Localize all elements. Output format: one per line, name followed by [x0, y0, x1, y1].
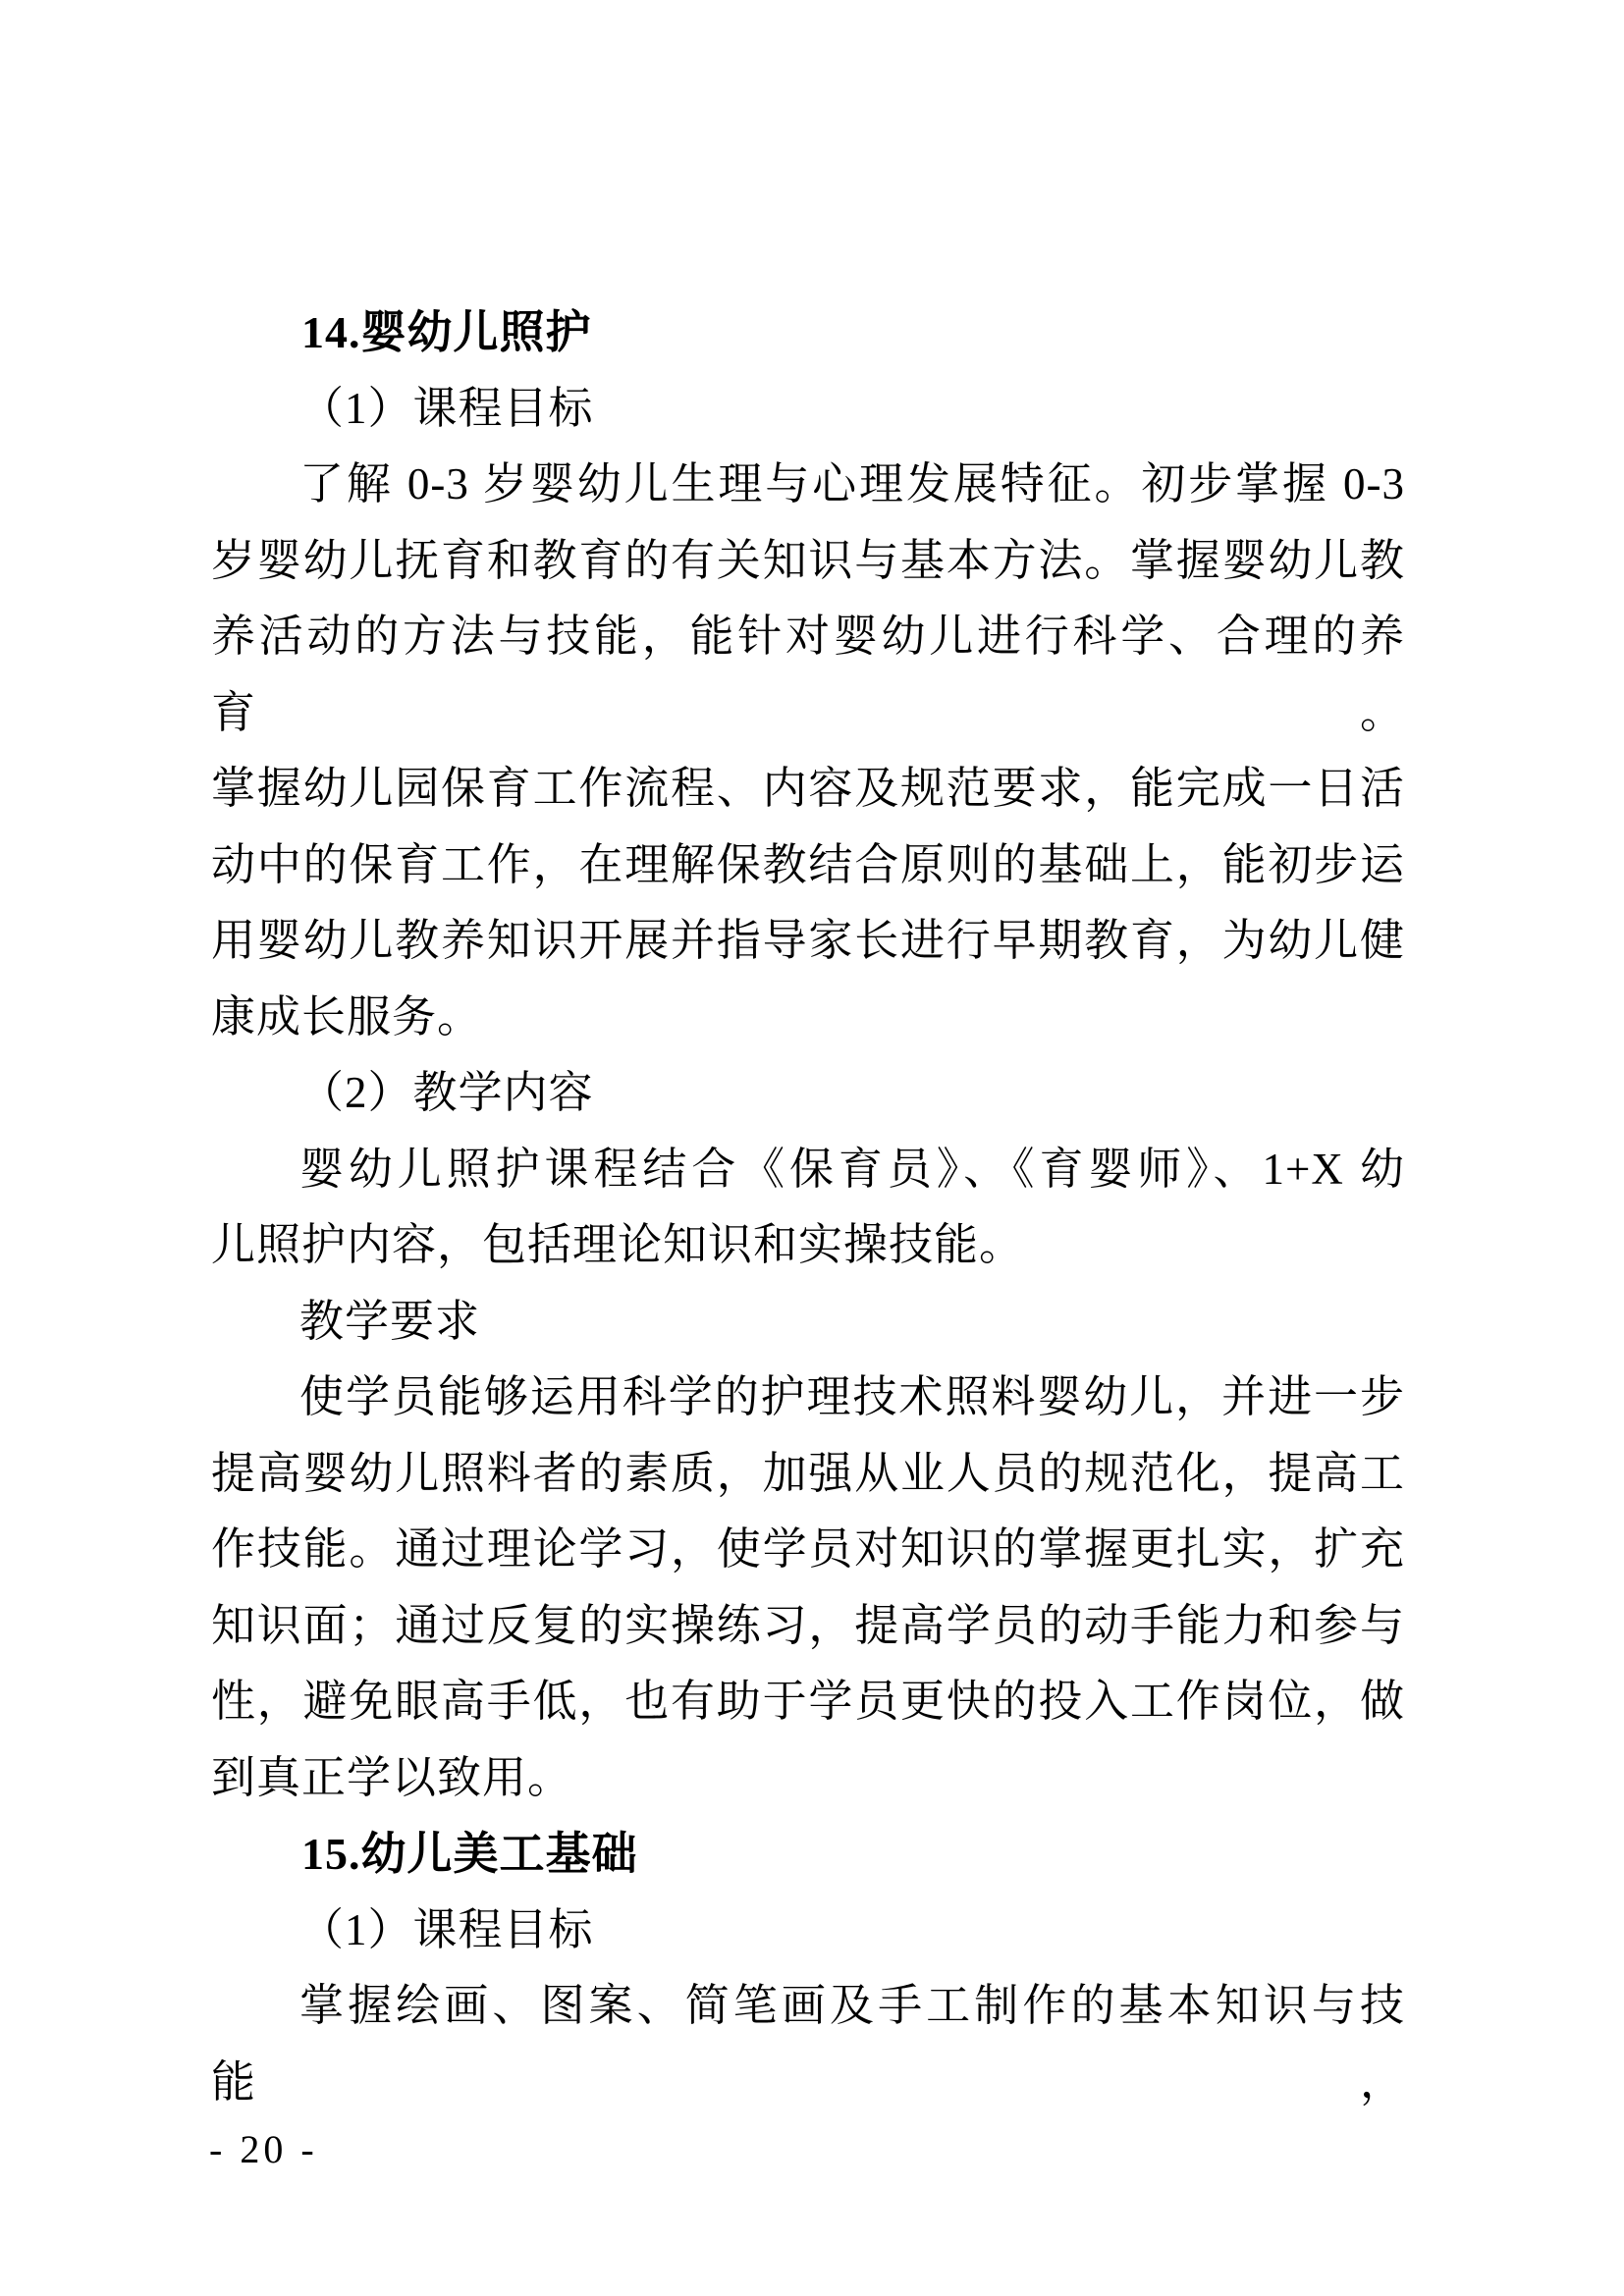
text-line: 作技能。通过理论学习，使学员对知识的掌握更扎实，扩充	[211, 1524, 1405, 1574]
subheading-block	[211, 1055, 1405, 1132]
text-line: 到真正学以致用。	[211, 1752, 573, 1802]
text-line: 了解 0-3 岁婴幼儿生理与心理发展特征。初步掌握 0-3	[299, 459, 1405, 508]
text-line: （2）教学内容	[299, 1068, 594, 1117]
text-line: 掌握幼儿园保育工作流程、内容及规范要求，能完成一日活	[211, 764, 1405, 813]
heading-block	[211, 1816, 1405, 1893]
page-number: - 20 -	[209, 2127, 318, 2171]
text-line: 掌握绘画、图案、简笔画及手工制作的基本知识与技能，	[211, 1981, 1405, 2107]
paragraph-block	[211, 1132, 1405, 1284]
text-line: 14.婴幼儿照护	[301, 307, 592, 357]
page-footer	[209, 2120, 318, 2179]
subheading-block	[211, 1893, 1405, 1969]
subheading-block	[211, 1284, 1405, 1361]
subheading-block	[211, 371, 1405, 448]
paragraph-block	[211, 447, 1405, 1055]
text-line: 教学要求	[299, 1296, 481, 1346]
paragraph-block	[211, 1968, 1405, 2120]
heading-block	[211, 294, 1405, 371]
text-line: 康成长服务。	[211, 991, 483, 1041]
text-line: 用婴幼儿教养知识开展并指导家长进行早期教育，为幼儿健	[211, 916, 1405, 965]
text-line: 使学员能够运用科学的护理技术照料婴幼儿，并进一步	[299, 1372, 1405, 1421]
paragraph-block	[211, 1360, 1405, 1816]
text-line: （1）课程目标	[299, 383, 594, 433]
text-line: （1）课程目标	[299, 1904, 594, 1954]
document-body	[211, 294, 1405, 2120]
text-line: 岁婴幼儿抚育和教育的有关知识与基本方法。掌握婴幼儿教	[211, 535, 1405, 585]
text-line: 性，避免眼高手低，也有助于学员更快的投入工作岗位，做	[211, 1677, 1405, 1726]
text-line: 儿照护内容，包括理论知识和实操技能。	[211, 1220, 1025, 1269]
text-line: 知识面；通过反复的实操练习，提高学员的动手能力和参与	[211, 1600, 1405, 1650]
text-line: 提高婴幼儿照料者的素质，加强从业人员的规范化，提高工	[211, 1448, 1405, 1498]
text-line: 15.幼儿美工基础	[301, 1829, 638, 1879]
text-line: 动中的保育工作，在理解保教结合原则的基础上，能初步运	[211, 839, 1405, 889]
text-line: 养活动的方法与技能，能针对婴幼儿进行科学、合理的养育。	[211, 612, 1405, 737]
text-line: 婴幼儿照护课程结合《保育员》、《育婴师》、1+X 幼	[299, 1144, 1405, 1194]
